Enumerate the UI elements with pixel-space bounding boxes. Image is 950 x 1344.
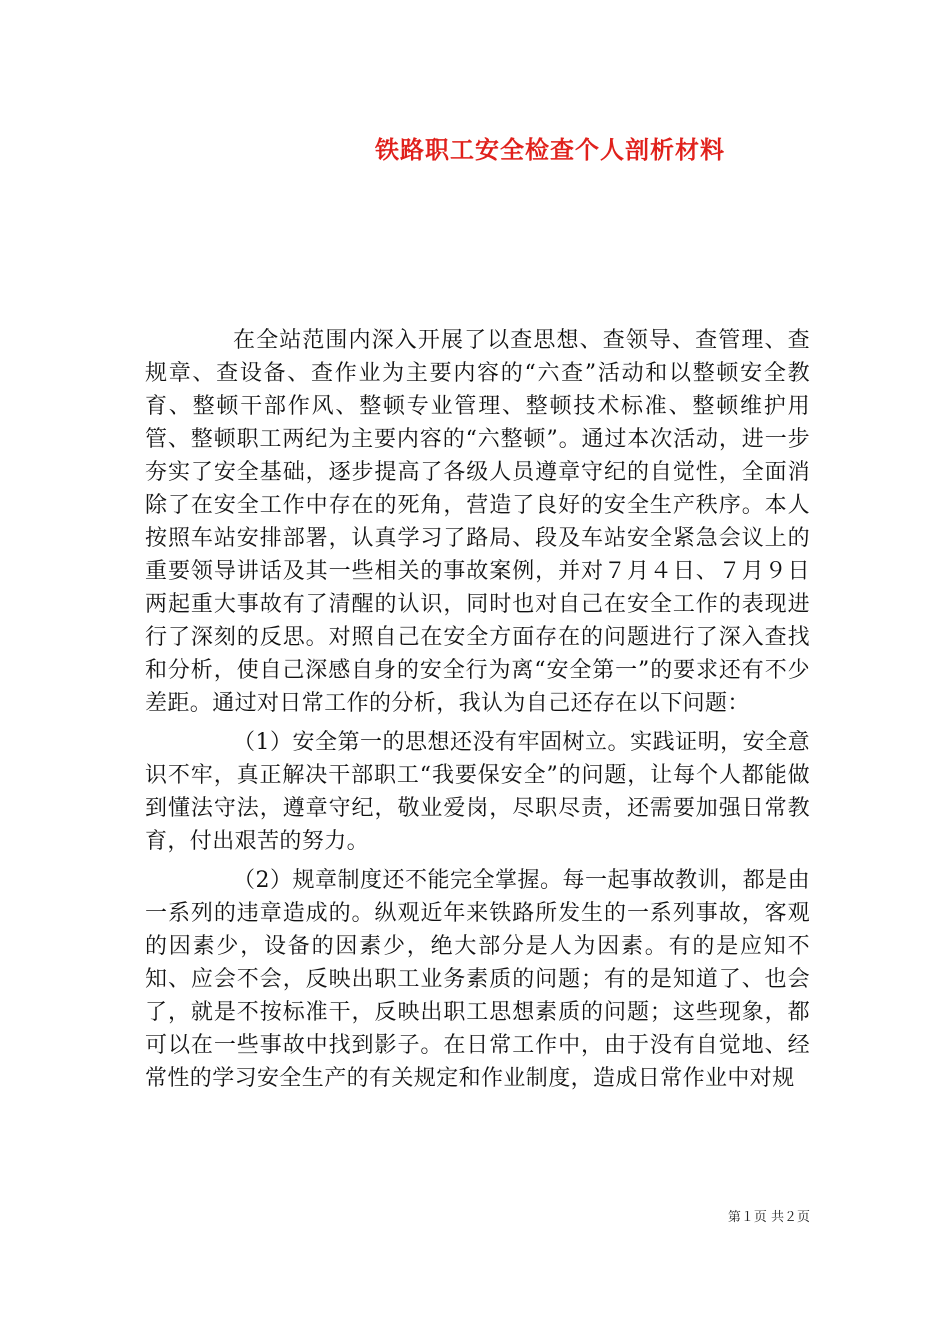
page-number-footer: 第１页 共２页 (727, 1210, 810, 1225)
body-paragraph-2: （1）安全第一的思想还没有牢固树立。实践证明，安全意识不牢，真正解决干部职工“我要保安全”的问题，让每个人都能做到懂法守法，遵章守纪，敬业爱岗，尽职尽责，还需要加强日常教育，付出艰苦的努力。 (145, 730, 810, 854)
body-paragraph-1: 在全站范围内深入开展了以查思想、查领导、查管理、查规章、查设备、查作业为主要内容的“六查”活动和以整顿安全教育、整顿干部作风、整顿专业管理、整顿技术标准、整顿维护用管、整顿职工两纪为主要内容的“六整顿”。通过本次活动，进一步夯实了安全基础，逐步提高了各级人员遵章守纪的自觉性，全面消除了在安全工作中存在的死角，营造了良好的安全生产秩序。本人按照车站安排部署，认真学习了路局、段及车站安全紧急会议上的重要领导讲话及其一些相关的事故案例，并对７月４日、７月９日两起重大事故有了清醒的认识，同时也对自己在安全工作的表现进行了深刻的反思。对照自己在安全方面存在的问题进行了深入查找和分析，使自己深感自身的安全行为离“安全第一”的要求还有不少差距。通过对日常工作的分析，我认为自己还存在以下问题： (145, 328, 810, 716)
document-body (145, 324, 810, 1095)
body-paragraph-3: （2）规章制度还不能完全掌握。每一起事故教训，都是由一系列的违章造成的。纵观近年来铁路所发生的一系列事故，客观的因素少，设备的因素少，绝大部分是人为因素。有的是应知不知、应会不会，反映出职工业务素质的问题；有的是知道了、也会了，就是不按标准干，反映出职工思想素质的问题；这些现象，都可以在一些事故中找到影子。在日常工作中，由于没有自觉地、经常性的学习安全生产的有关规定和作业制度，造成日常作业中对规 (145, 868, 810, 1091)
document-title: 铁路职工安全检查个人剖析材料 (375, 135, 725, 164)
